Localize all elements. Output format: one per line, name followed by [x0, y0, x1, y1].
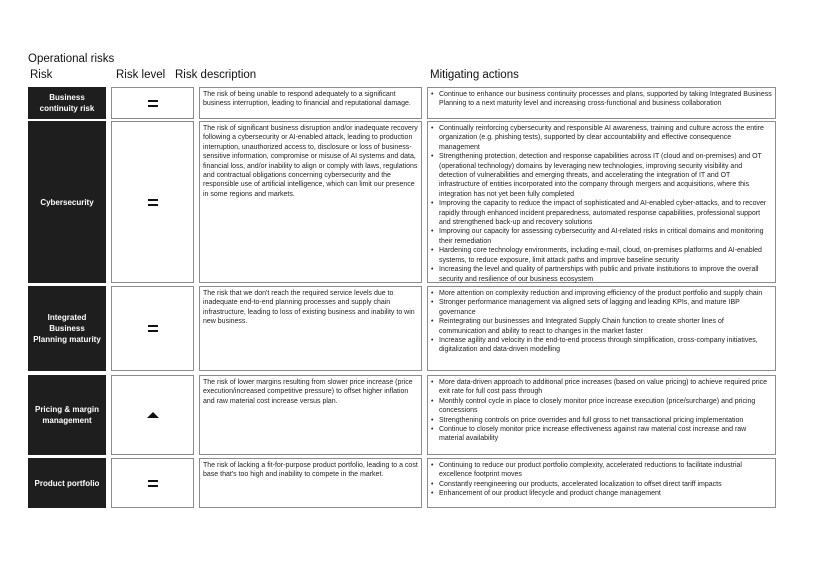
header-risk-level: Risk level [116, 69, 166, 81]
section-title: Operational risks [28, 53, 115, 65]
risk-description: The risk of lower margins resulting from slower price increase (price execution/increased competitive pressure) to offset higher inflation and raw material cost increase versus plan. [199, 375, 422, 455]
mitigating-actions [427, 375, 776, 455]
action-item: • Stronger performance management via aligned sets of lagging and leading KPIs, and mature IBP governance [431, 298, 772, 317]
action-item: • Improving the capacity to reduce the impact of sophisticated and AI-enabled cyber-attacks, and to recover rapidly through enhanced incident preparedness, automated response capabilities, professional support and strengthened back-up and recovery solutions [431, 199, 772, 227]
risk-level [111, 458, 194, 508]
mitigating-actions [427, 121, 776, 283]
equal-icon [148, 199, 158, 206]
action-item: • Hardening core technology environments, including e-mail, cloud, on-premises platforms and AI-enabled systems, to reduce exposure, limit attack paths and improve baseline security [431, 246, 772, 265]
mitigating-actions [427, 458, 776, 508]
action-item: • Continuing to reduce our product portfolio complexity, accelerated reductions to facilitate industrial excellence footprint moves [431, 461, 772, 480]
equal-icon [148, 325, 158, 332]
action-item: • Strengthening protection, detection and response capabilities across IT (cloud and on-premises) and OT (operational technology) domains by leveraging new technologies, improving security visibility and detection of vulnerabilities and emerging threats, and accelerating the integration of IT and OT infrastructure of entities incorporated into the company through mergers and acquisitions, where this integration has not yet been fully completed [431, 152, 772, 199]
action-item: • Improving our capacity for assessing cybersecurity and AI-related risks in critical domains and monitoring their remediation [431, 227, 772, 246]
mitigating-actions [427, 286, 776, 371]
header-risk: Risk [30, 69, 53, 81]
risk-row-ibp-maturity [28, 286, 776, 371]
risk-row-product-portfolio [28, 458, 776, 508]
risk-level [111, 87, 194, 119]
risk-name: Pricing & margin management [28, 375, 106, 455]
action-item: • Reintegrating our businesses and Integrated Supply Chain function to create shorter lines of communication and ability to react to changes in the market faster [431, 317, 772, 336]
risk-description: The risk of being unable to respond adequately to a significant business interruption, leading to financial and reputational damage. [199, 87, 422, 119]
header-risk-description: Risk description [175, 69, 257, 81]
action-item: • Constantly reengineering our products, accelerated localization to offset direct tariff impacts [431, 480, 772, 489]
action-item: • Continue to enhance our business continuity processes and plans, supported by taking Integrated Business Planning to a next maturity level and increasing cross-functional and business collaboration [431, 90, 772, 109]
risk-row-cybersecurity [28, 121, 776, 283]
risk-name: Business continuity risk [28, 87, 106, 119]
risk-level [111, 286, 194, 371]
risk-name: Integrated Business Planning maturity [28, 286, 106, 371]
mitigating-actions [427, 87, 776, 119]
action-item: • Strengthening controls on price overrides and full gross to net transactional pricing implementation [431, 416, 772, 425]
action-item: • Enhancement of our product lifecycle and product change management [431, 489, 772, 498]
increase-triangle-icon [147, 412, 159, 418]
risk-row-business-continuity [28, 87, 776, 119]
risk-level [111, 375, 194, 455]
risk-row-pricing-margin [28, 375, 776, 455]
action-item: • More data-driven approach to additional price increases (based on value pricing) to achieve required price exit rate for full cost pass through [431, 378, 772, 397]
risk-level [111, 121, 194, 283]
action-item: • Increasing the level and quality of partnerships with public and private institutions to improve the overall security and resilience of our business ecosystem [431, 265, 772, 284]
action-item: • Continually reinforcing cybersecurity and responsible AI awareness, training and culture across the entire organization (e.g. phishing tests), supported by clear accountability and effective consequence management [431, 124, 772, 152]
action-item: • Continue to closely monitor price increase effectiveness against raw material cost increase and raw material availability [431, 425, 772, 444]
risk-description: The risk that we don't reach the required service levels due to inadequate end-to-end planning processes and supply chain infrastructure, leading to loss of existing business and inability to win new business. [199, 286, 422, 371]
equal-icon [148, 480, 158, 487]
risk-description: The risk of lacking a fit-for-purpose product portfolio, leading to a cost base that's too high and inability to compete in the market. [199, 458, 422, 508]
risk-description: The risk of significant business disruption and/or inadequate recovery following a cybersecurity or AI-enabled attack, leading to production interruption, unauthorized access to, disclosure or loss of business-sensitive information, compromise or misuse of AI systems and data, financial loss, and/or inability to align or comply with laws, regulations and contractual obligations concerning cybersecurity and the responsible use of artificial intelligence, which can limit our presence in some regions and markets. [199, 121, 422, 283]
action-item: • Monthly control cycle in place to closely monitor price increase execution (price/surcharge) and pricing concessions [431, 397, 772, 416]
header-mitigating-actions: Mitigating actions [430, 69, 519, 81]
action-item: • Increase agility and velocity in the end-to-end process through simplification, cross-company initiatives, digitalization and data-driven modelling [431, 336, 772, 355]
action-item: • More attention on complexity reduction and improving efficiency of the product portfolio and supply chain [431, 289, 772, 298]
risk-name: Product portfolio [28, 458, 106, 508]
equal-icon [148, 100, 158, 107]
risk-name: Cybersecurity [28, 121, 106, 283]
